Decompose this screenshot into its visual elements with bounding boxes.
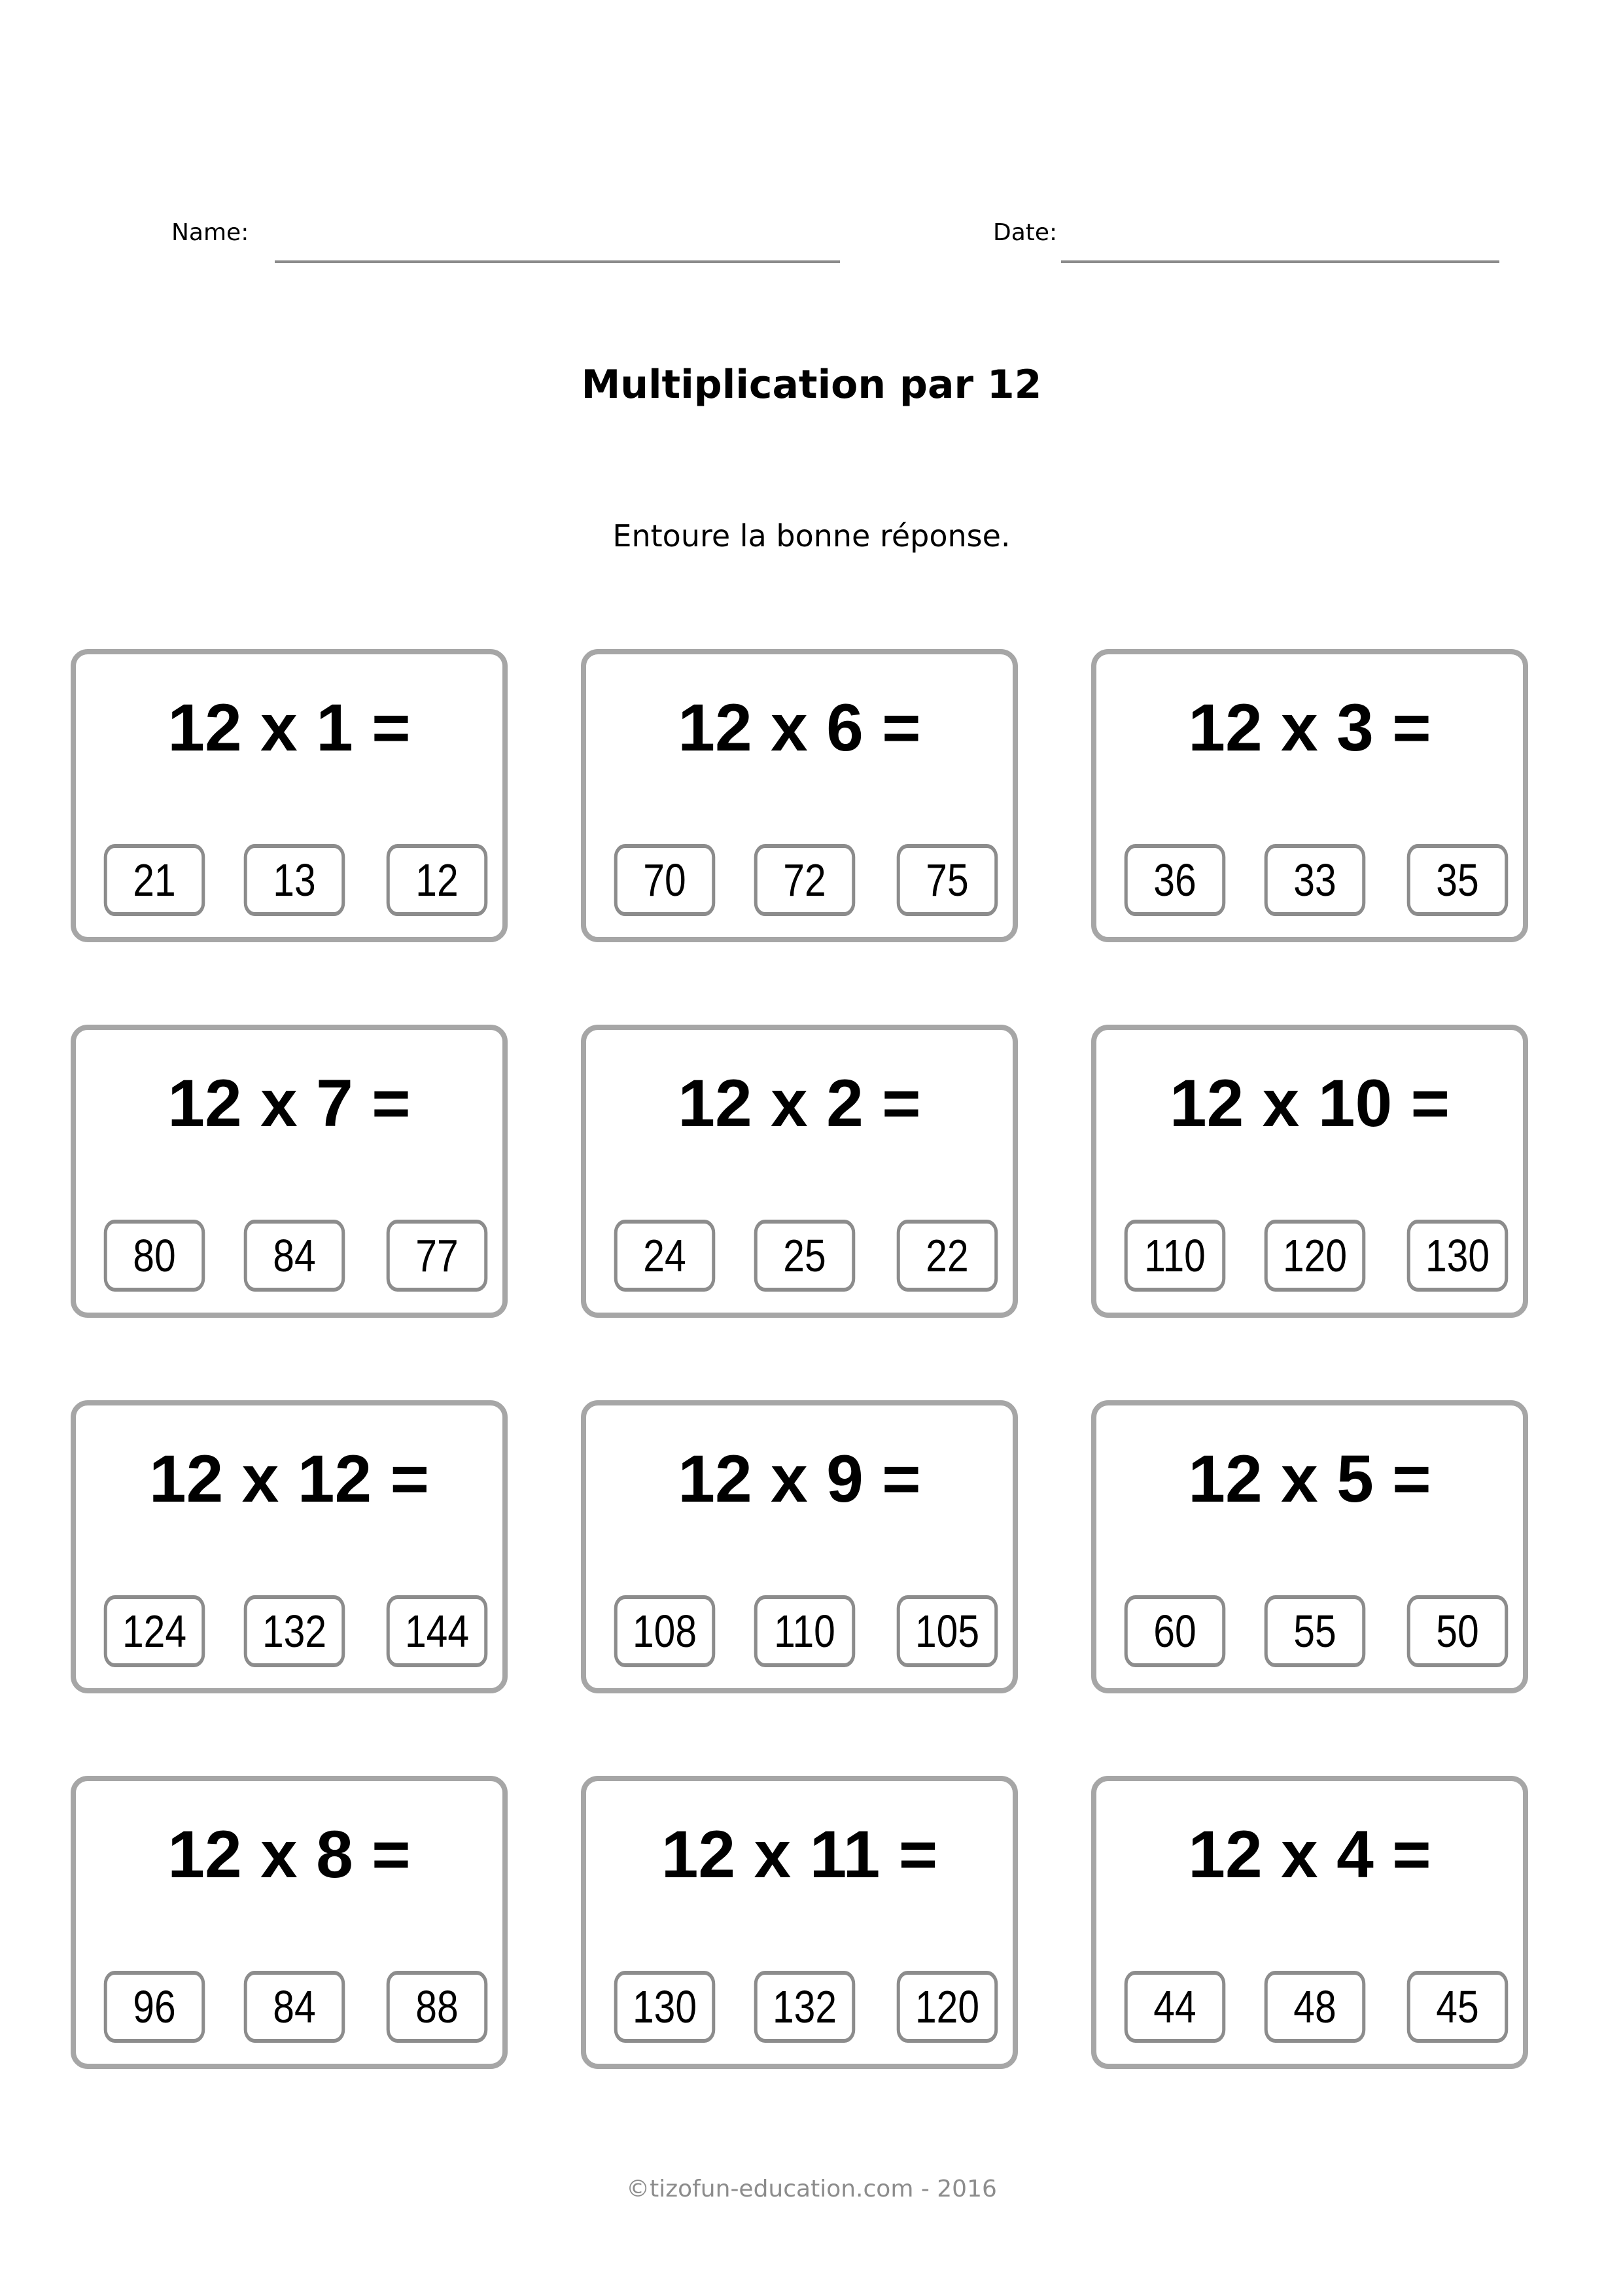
answer-option[interactable]: 120 — [1265, 1220, 1366, 1292]
name-label: Name: — [171, 219, 249, 246]
date-label: Date: — [993, 219, 1058, 246]
answer-option[interactable]: 35 — [1407, 844, 1509, 916]
answer-option[interactable]: 72 — [754, 844, 856, 916]
exercise-card — [1091, 1025, 1528, 1318]
exercise-question: 12 x 7 = — [167, 1066, 411, 1140]
answer-option[interactable]: 124 — [104, 1595, 205, 1667]
answer-option[interactable]: 110 — [754, 1595, 856, 1667]
answer-option[interactable]: 22 — [897, 1220, 998, 1292]
name-field[interactable] — [275, 260, 840, 263]
answer-option[interactable]: 75 — [897, 844, 998, 916]
exercise-grid — [71, 649, 1550, 2083]
answer-option[interactable]: 84 — [244, 1220, 345, 1292]
answer-option[interactable]: 96 — [104, 1971, 205, 2043]
answer-option[interactable]: 105 — [897, 1595, 998, 1667]
answer-option[interactable]: 60 — [1125, 1595, 1226, 1667]
answer-option[interactable]: 70 — [614, 844, 716, 916]
date-field[interactable] — [1061, 260, 1499, 263]
answer-option[interactable]: 36 — [1125, 844, 1226, 916]
answer-option[interactable]: 77 — [387, 1220, 488, 1292]
exercise-card — [581, 1025, 1018, 1318]
answer-option[interactable]: 110 — [1125, 1220, 1226, 1292]
copyright-footer: ©tizofun-education.com - 2016 — [626, 2176, 997, 2202]
exercise-card — [581, 1776, 1018, 2069]
answer-option[interactable]: 130 — [614, 1971, 716, 2043]
instruction-text: Entoure la bonne réponse. — [612, 518, 1011, 554]
exercise-question: 12 x 12 = — [148, 1441, 430, 1516]
exercise-question: 12 x 8 = — [167, 1817, 411, 1892]
answer-option[interactable]: 55 — [1265, 1595, 1366, 1667]
exercise-card — [71, 1400, 508, 1693]
exercise-question: 12 x 2 = — [678, 1066, 921, 1140]
answer-option[interactable]: 144 — [387, 1595, 488, 1667]
exercise-question: 12 x 11 = — [661, 1817, 938, 1892]
answer-option[interactable]: 130 — [1407, 1220, 1509, 1292]
answer-option[interactable]: 45 — [1407, 1971, 1509, 2043]
answer-option[interactable]: 33 — [1265, 844, 1366, 916]
answer-option[interactable]: 132 — [244, 1595, 345, 1667]
answer-option[interactable]: 24 — [614, 1220, 716, 1292]
exercise-question: 12 x 4 = — [1188, 1817, 1431, 1892]
exercise-question: 12 x 3 = — [1188, 690, 1431, 765]
answer-option[interactable]: 50 — [1407, 1595, 1509, 1667]
exercise-question: 12 x 5 = — [1188, 1441, 1431, 1516]
answer-option[interactable]: 13 — [244, 844, 345, 916]
answer-option[interactable]: 25 — [754, 1220, 856, 1292]
answer-option[interactable]: 88 — [387, 1971, 488, 2043]
answer-option[interactable]: 12 — [387, 844, 488, 916]
page-title: Multiplication par 12 — [581, 362, 1042, 408]
exercise-question: 12 x 1 = — [167, 690, 411, 765]
exercise-question: 12 x 9 = — [678, 1441, 921, 1516]
exercise-card — [1091, 1400, 1528, 1693]
answer-option[interactable]: 21 — [104, 844, 205, 916]
answer-option[interactable]: 108 — [614, 1595, 716, 1667]
exercise-question: 12 x 6 = — [678, 690, 921, 765]
exercise-card — [1091, 649, 1528, 942]
answer-option[interactable]: 80 — [104, 1220, 205, 1292]
exercise-card — [581, 649, 1018, 942]
answer-option[interactable]: 120 — [897, 1971, 998, 2043]
answer-option[interactable]: 132 — [754, 1971, 856, 2043]
answer-option[interactable]: 48 — [1265, 1971, 1366, 2043]
answer-option[interactable]: 84 — [244, 1971, 345, 2043]
exercise-card — [71, 649, 508, 942]
exercise-card — [1091, 1776, 1528, 2069]
exercise-card — [71, 1025, 508, 1318]
exercise-card — [71, 1776, 508, 2069]
answer-option[interactable]: 44 — [1125, 1971, 1226, 2043]
exercise-question: 12 x 10 = — [1169, 1066, 1450, 1140]
exercise-card — [581, 1400, 1018, 1693]
